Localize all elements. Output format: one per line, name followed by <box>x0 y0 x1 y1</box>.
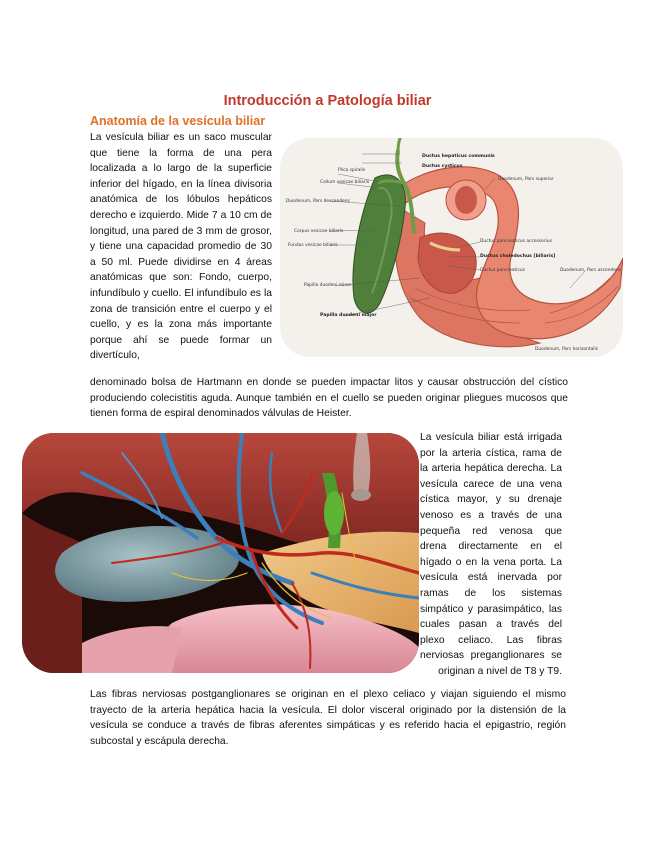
label-duodenum-asc: Duodenum, Pars ascendens <box>560 268 622 273</box>
label-ductus-hepaticus: Ductus hepaticus communis <box>422 154 495 159</box>
label-ductus-pancr-acc: Ductus pancreaticus accessorius <box>480 239 552 244</box>
label-papilla-major: Papilla duodeni major <box>320 313 377 318</box>
gallbladder-anatomy-figure <box>280 138 623 357</box>
label-duodenum-desc: Duodenum, Pars descendens <box>286 199 350 204</box>
label-fundus: Fundus vesicae biliaris <box>288 243 338 248</box>
paragraph-1-wrapped: La vesícula biliar es un saco muscular que tiene la forma de una pera localizada a lo largo de la superficie inferior del hígado, en la línea divisoria anatómica de los lóbulos hepáticos derecho e izquierdo. Mide 7 a 10 cm de longitud, una pared de 3 mm de grosor, y tiene una capacidad promedio de 30 a 50 ml. Puede dividirse en 4 áreas anatómicas que son: Fondo, cuerpo, infundíbulo y cuello. El infundíbulo es la zona de transición entre el cuerpo y el cuello, y es la zona más importante porque ahí se puede formar un divertículo, <box>90 132 272 362</box>
paragraph-2-full: Las fibras nerviosas postganglionares se originan en el plexo celiaco y viajan siguiendo el mismo trayecto de la arteria hepática hacia la vesícula. El dolor visceral originado por la distensión de la vesícula se conduce a través de fibras aferentes simpáticas y es referido hacia el epigastrio, región subcostal y escápula derecha. <box>90 689 566 747</box>
section-heading: Anatomía de la vesícula biliar <box>90 114 266 128</box>
label-duodenum-sup: Duodenum, Pars superior <box>498 177 554 182</box>
paragraph-2-wrapped: La vesícula biliar está irrigada por la arteria cística, rama de la arteria hepática derecha. La vesícula carece de una vena cística mayor, y su drenaje venoso es a través de una pequeña red venosa que drena directamente en el hígado o en la vena porta. La vesícula está inervada por ramas de los sistemas simpático y parasimpático, las cuales pasan a través del plexo celiaco. Las fibras nerviosas preganglionares se originan a nivel de T8 y T9. <box>420 432 562 677</box>
label-plica-spiralis: Plica spiralis <box>338 168 366 173</box>
label-ductus-pancr: Ductus pancreaticus <box>480 268 525 273</box>
label-collum: Collum vesicae biliaris <box>320 180 370 185</box>
page-title: Introducción a Patología biliar <box>223 93 432 109</box>
label-ductus-cysticus: Ductus cysticus <box>422 164 463 169</box>
label-duodenum-horiz: Duodenum, Pars horizontalis <box>535 347 599 352</box>
label-papilla-minor: Papilla duodeni minor <box>304 283 352 288</box>
paragraph-1-full: denominado bolsa de Hartmann en donde se pueden impactar litos y causar obstrucción del cístico produciendo colecistitis aguda. Aunque también en el cuello se pueden originar pliegues mucosos que tienen forma de espiral denominados válvulas de Heister. <box>90 377 568 420</box>
label-ductus-choledochus: Ductus choledochus [biliaris] <box>480 254 556 259</box>
gallbladder-vascular-figure <box>22 433 419 673</box>
label-corpus: Corpus vesicae biliaris <box>294 229 344 234</box>
